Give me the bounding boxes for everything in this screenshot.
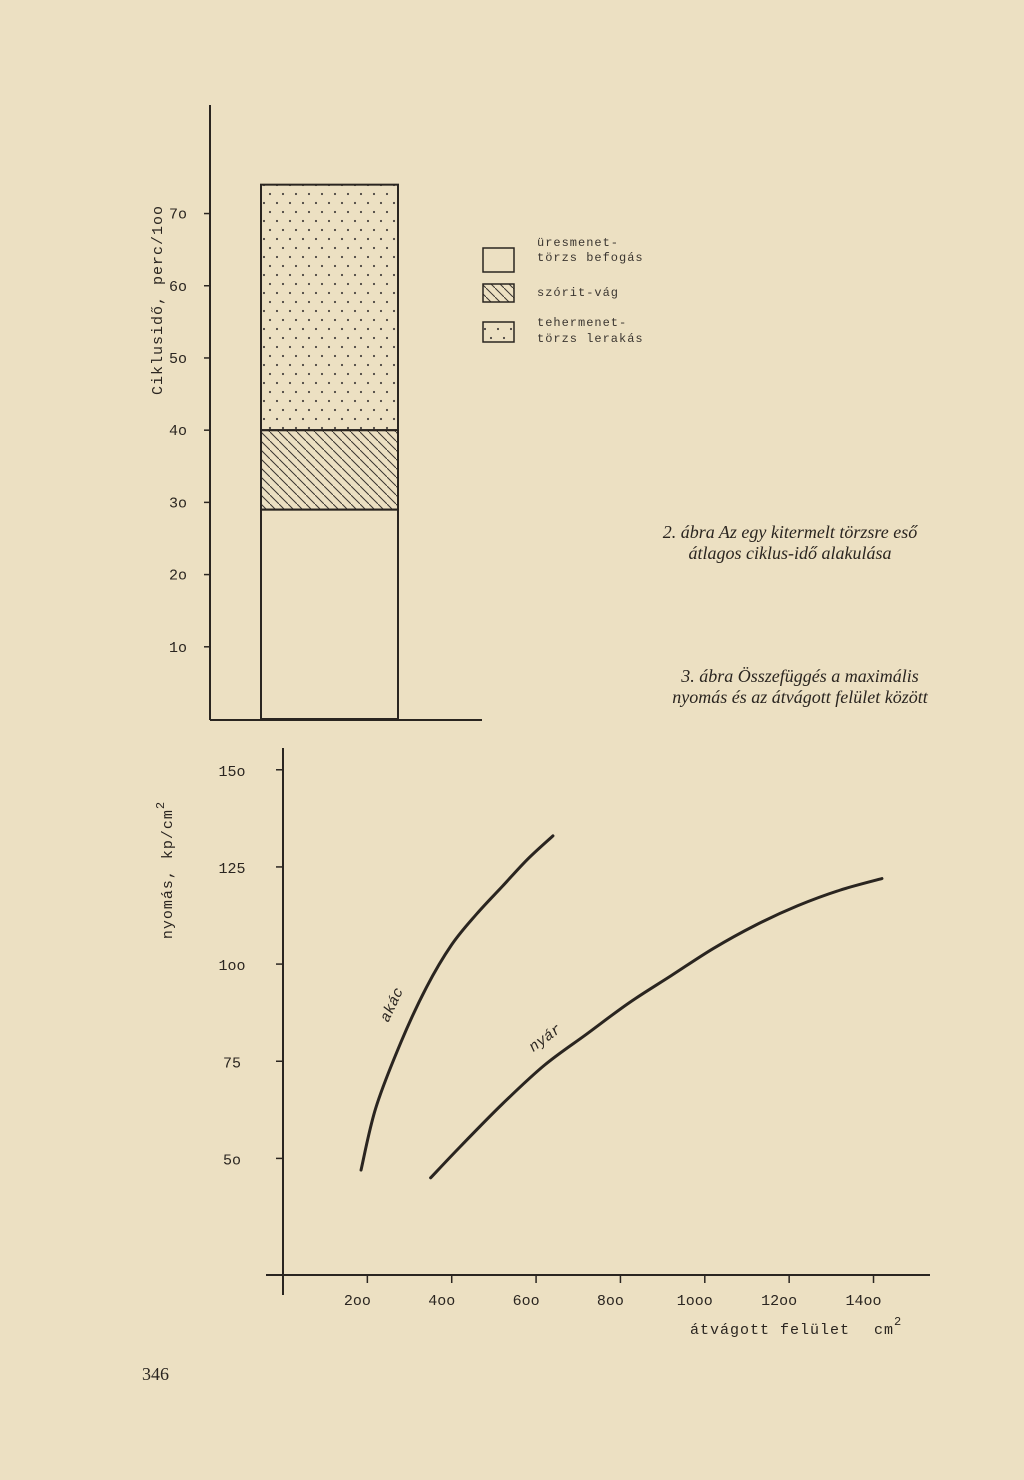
fig3-x-tick-label: 12oo xyxy=(761,1293,798,1310)
fig3-y-axis-title-text: nyomás, kp/cm xyxy=(160,809,177,940)
fig3-y-tick-label: 15o xyxy=(218,763,246,781)
fig3-y-axis-unit-exponent: 2 xyxy=(154,800,168,810)
fig2-y-axis-title: Ciklusidő, perc/1oo xyxy=(150,204,167,396)
fig3-x-tick-label: 2oo xyxy=(343,1293,371,1310)
fig3-x-ticks xyxy=(344,1275,882,1310)
series-line xyxy=(431,879,882,1178)
fig2-y-tick-label: 7o xyxy=(168,206,188,224)
series-label: nyár xyxy=(525,1021,566,1057)
fig3-series xyxy=(361,836,882,1178)
fig3-x-axis-unit-exponent: 2 xyxy=(894,1315,903,1329)
fig3-x-tick-label: 14oo xyxy=(845,1293,882,1310)
fig2-y-tick-label: 3o xyxy=(168,495,188,513)
fig2-y-ticks xyxy=(169,207,210,657)
fig3-y-tick-label: 1oo xyxy=(218,958,246,976)
bar-segment xyxy=(261,510,398,719)
figure-2-caption: 2. ábra Az egy kitermelt törzsre eső átlagos ciklus-idő alakulása xyxy=(662,522,918,563)
legend-swatch-hatch xyxy=(483,284,514,302)
figure-3-caption: 3. ábra Összefüggés a maximális nyomás és az átvágott felület között xyxy=(672,666,928,707)
fig2-y-tick-label: 6o xyxy=(168,278,188,296)
legend-swatch-dots xyxy=(483,322,514,342)
fig2-y-tick-label: 5o xyxy=(168,350,188,368)
figure-3-pressure-chart xyxy=(154,748,930,1339)
fig2-stacked-bar xyxy=(261,185,398,719)
fig3-y-ticks xyxy=(218,764,283,1170)
fig3-y-axis-title xyxy=(154,801,177,939)
fig3-x-axis-title-text: átvágott felület xyxy=(690,1322,851,1339)
legend-label-line2: törzs lerakás xyxy=(537,332,644,346)
bar-segment xyxy=(261,185,398,431)
fig3-x-tick-label: 4oo xyxy=(428,1293,456,1310)
fig3-x-tick-label: 8oo xyxy=(596,1293,624,1310)
page-number: 346 xyxy=(142,1364,169,1384)
legend-label-line1: üresmenet- xyxy=(537,236,620,250)
legend-label-line1: tehermenet- xyxy=(537,316,628,330)
series-label: akác xyxy=(377,985,408,1026)
fig3-x-tick-label: 6oo xyxy=(512,1293,540,1310)
bar-segment xyxy=(261,430,398,509)
fig3-y-tick-label: 75 xyxy=(222,1055,242,1073)
fig2-y-tick-label: 1o xyxy=(168,639,188,657)
legend-swatch-empty xyxy=(483,248,514,272)
figure-2-cycle-time-chart xyxy=(150,105,644,720)
fig2-y-tick-label: 2o xyxy=(168,567,188,585)
fig3-x-axis-title xyxy=(690,1315,902,1339)
fig3-x-tick-label: 1ooo xyxy=(676,1293,713,1310)
fig2-y-tick-label: 4o xyxy=(168,423,188,441)
fig3-x-axis-unit: cm xyxy=(874,1322,895,1339)
legend-label-line1: szórit-vág xyxy=(537,286,620,300)
fig3-y-tick-label: 125 xyxy=(218,860,246,878)
fig2-legend xyxy=(483,236,644,346)
legend-label-line2: törzs befogás xyxy=(537,251,644,265)
fig3-y-tick-label: 5o xyxy=(222,1152,242,1170)
